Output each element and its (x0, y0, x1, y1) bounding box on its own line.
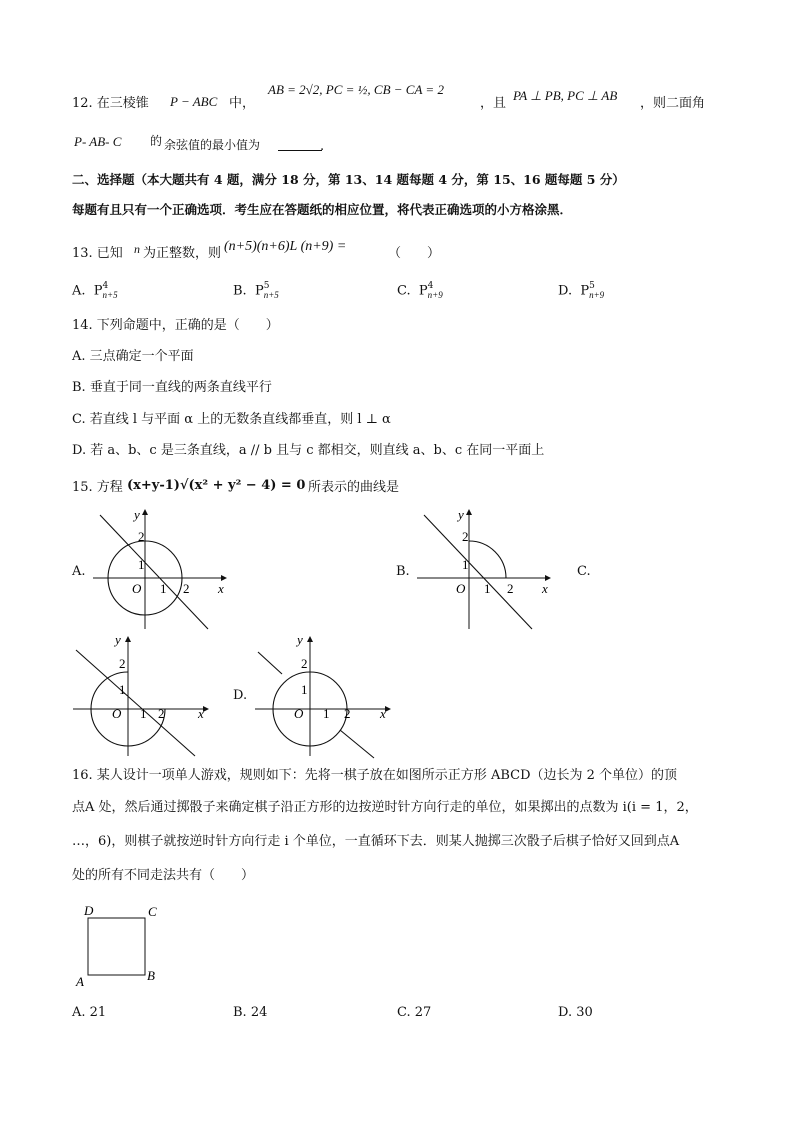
line-curve-upper (258, 652, 282, 674)
vertex-label-b: B (147, 968, 155, 983)
q12-blank-period: . (320, 139, 325, 154)
x-axis-arrow (203, 706, 209, 712)
vertex-label-c: C (148, 904, 157, 919)
tick-x-2: 2 (183, 581, 190, 596)
tick-x-2: 2 (158, 706, 165, 721)
tick-y-2: 2 (301, 656, 308, 671)
q13-option-b: B. P 5 n+5 (233, 281, 279, 300)
section2-heading-line2: 每题有且只有一个正确选项．考生应在答题纸的相应位置，将代表正确选项的小方格涂黑． (72, 202, 573, 217)
tick-y-1: 1 (119, 682, 126, 697)
q14-option-c: C. 若直线 l 与平面 α 上的无数条直线都垂直，则 l ⊥ α (72, 412, 391, 427)
q12-number-text: 12. 在三棱锥 (72, 96, 149, 111)
tick-x-2: 2 (344, 706, 351, 721)
q16-option-d: D. 30 (558, 1005, 593, 1020)
origin-label: O (456, 581, 466, 596)
q15-option-c-label: C. (577, 564, 591, 579)
q12-perpendicular-conditions: PA ⊥ PB, PC ⊥ AB (513, 88, 618, 103)
tick-y-1: 1 (301, 682, 308, 697)
q15-equation: (x+y-1)√(x² + y² − 4) = 0 (127, 478, 306, 493)
q15-option-b-label: B. (396, 564, 410, 579)
axis-label-x: x (218, 581, 224, 596)
square-shape (88, 918, 145, 975)
tick-y-2: 2 (119, 656, 126, 671)
vertex-label-d: D (84, 903, 94, 918)
q13-option-a: A. P 4 n+5 (72, 281, 118, 300)
q13-option-c: C. P 4 n+9 (397, 281, 443, 300)
origin-label: O (132, 581, 142, 596)
q16-square-abcd (74, 900, 174, 990)
axis-label-x: x (380, 706, 386, 721)
q15-graph-d (252, 630, 402, 760)
q15-option-d-label: D. (233, 688, 248, 703)
q16-line1: 16. 某人设计一项单人游戏，规则如下：先将一棋子放在如图所示正方形 ABCD（边长为 2 个单位）的顶 (72, 768, 678, 783)
q13-paren: （ ） (388, 246, 441, 261)
q13-stem-a: 13. 已知 (72, 246, 123, 261)
axis-label-x: x (542, 581, 548, 596)
tick-y-2: 2 (462, 529, 469, 544)
line-curve (424, 515, 532, 629)
q15-graph-c (70, 630, 220, 760)
y-axis-arrow (307, 636, 313, 642)
q12-qie: ，且 (480, 96, 507, 111)
tick-y-1: 1 (138, 557, 145, 572)
q12-dihedral-angle: P‑ AB‑ C (74, 134, 122, 149)
q13-n: n (134, 242, 140, 256)
q14-option-d: D. 若 a、b、c 是三条直线，a // b 且与 c 都相交，则直线 a、b、c 在同一平面上 (72, 443, 545, 458)
axis-label-y: y (115, 632, 121, 647)
axis-label-y: y (458, 507, 464, 522)
vertex-label-a: A (76, 974, 84, 989)
tick-x-2: 2 (507, 581, 514, 596)
q15-stem-b: 所表示的曲线是 (308, 480, 400, 495)
q12-de: 的 (150, 134, 163, 148)
y-axis-arrow (125, 636, 131, 642)
axis-label-y: y (297, 632, 303, 647)
q15-stem-a: 15. 方程 (72, 480, 123, 495)
q13-stem-b: 为正整数，则 (143, 246, 222, 261)
tick-x-1: 1 (323, 706, 330, 721)
tick-x-1: 1 (140, 706, 147, 721)
q16-option-b: B. 24 (233, 1005, 268, 1020)
q14-stem: 14. 下列命题中，正确的是（ ） (72, 318, 279, 333)
line-curve (100, 515, 208, 629)
q15-graph-a (88, 505, 238, 635)
y-axis-arrow (466, 509, 472, 515)
q16-option-c: C. 27 (397, 1005, 432, 1020)
q14-option-a: A. 三点确定一个平面 (72, 349, 194, 364)
q12-answer-blank (278, 139, 322, 151)
q12-zhong: 中， (229, 96, 256, 111)
q15-option-a-label: A. (72, 564, 86, 579)
line-curve (76, 650, 195, 756)
x-axis-arrow (385, 706, 391, 712)
origin-label: O (112, 706, 122, 721)
q12-tail: ，则二面角 (640, 96, 706, 111)
axis-label-x: x (198, 706, 204, 721)
line-curve-lower (340, 730, 374, 758)
q12-pyramid-label: P − ABC (170, 94, 218, 109)
q13-option-d: D. P 5 n+9 (558, 281, 605, 300)
axis-label-y: y (134, 507, 140, 522)
q12-conditions: AB = 2√2, PC = ½, CB − CA = 2 (268, 82, 444, 97)
q16-line3: …，6)，则棋子就按逆时针方向行走 i 个单位，一直循环下去．则某人抛掷三次骰子后棋子恰好又回到点A (72, 834, 680, 849)
origin-label: O (294, 706, 304, 721)
tick-y-2: 2 (138, 529, 145, 544)
q16-line4: 处的所有不同走法共有（ ） (72, 868, 255, 883)
q14-option-b: B. 垂直于同一直线的两条直线平行 (72, 380, 272, 395)
tick-y-1: 1 (462, 557, 469, 572)
q15-graph-b (412, 505, 562, 635)
q16-line2: 点A 处，然后通过掷骰子来确定棋子沿正方形的边按逆时针方向行走的单位，如果掷出的点数为 i(i = 1，2， (72, 800, 698, 815)
q13-expression: (n+5)(n+6)L (n+9) = (224, 239, 347, 254)
y-axis-arrow (142, 509, 148, 515)
tick-x-1: 1 (484, 581, 491, 596)
q12-ask: 余弦值的最小值为 (164, 138, 261, 152)
section2-heading-line1: 二、选择题（本大题共有 4 题，满分 18 分，第 13、14 题每题 4 分，第 15、16 题每题 5 分） (72, 172, 625, 187)
tick-x-1: 1 (160, 581, 167, 596)
q16-option-a: A. 21 (72, 1005, 107, 1020)
arc-curve (469, 541, 506, 578)
